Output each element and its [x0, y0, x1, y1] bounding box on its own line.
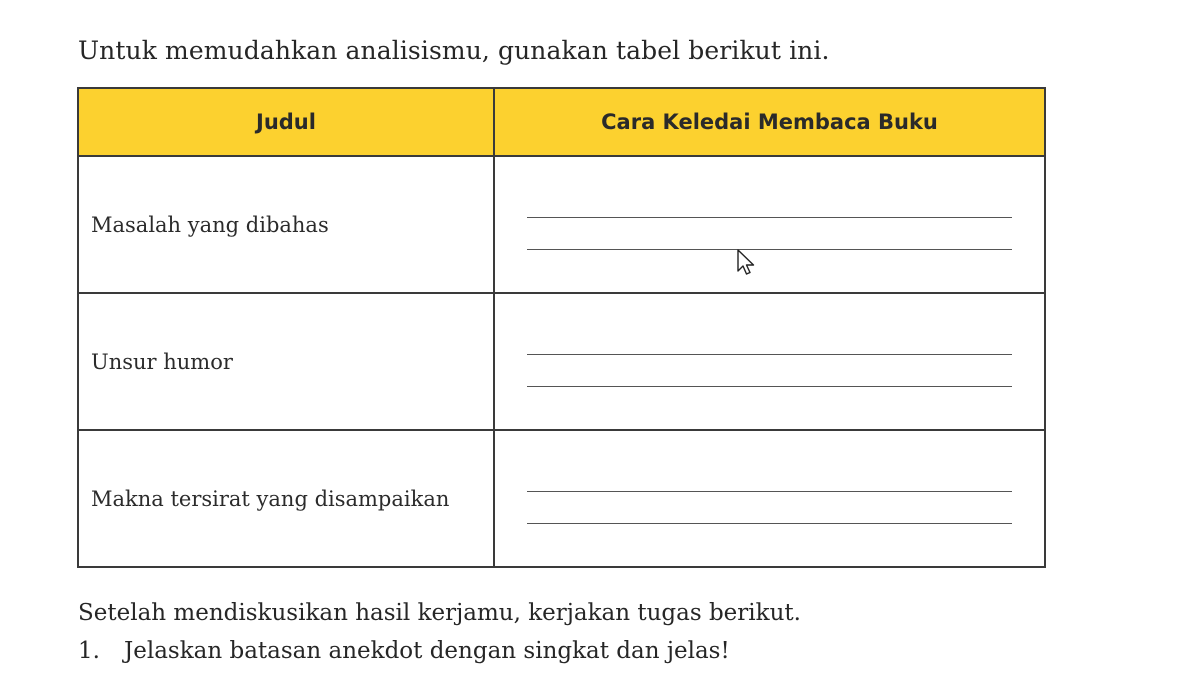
table-row — [78, 430, 1045, 567]
row-label-masalah: Masalah yang dibahas — [78, 156, 494, 293]
task-text: Jelaskan batasan anekdot dengan singkat dan jelas! — [124, 638, 730, 664]
answer-line — [527, 491, 1012, 492]
mouse-cursor-icon — [736, 249, 758, 277]
header-judul: Judul — [78, 88, 494, 156]
row-label-humor: Unsur humor — [78, 293, 494, 430]
intro-text: Untuk memudahkan analisismu, gunakan tabel berikut ini. — [78, 36, 830, 65]
answer-line — [527, 249, 1012, 250]
task-item — [78, 638, 730, 664]
answer-cell-masalah — [494, 156, 1045, 293]
task-number: 1. — [78, 638, 100, 664]
after-text: Setelah mendiskusikan hasil kerjamu, kerjakan tugas berikut. — [78, 600, 801, 626]
analysis-table — [77, 87, 1046, 568]
answer-line — [527, 217, 1012, 218]
table-row — [78, 293, 1045, 430]
table-header-row — [78, 88, 1045, 156]
answer-cell-makna — [494, 430, 1045, 567]
answer-line — [527, 354, 1012, 355]
answer-line — [527, 386, 1012, 387]
header-story-title: Cara Keledai Membaca Buku — [494, 88, 1045, 156]
table-row — [78, 156, 1045, 293]
answer-cell-humor — [494, 293, 1045, 430]
answer-line — [527, 523, 1012, 524]
row-label-makna: Makna tersirat yang disampaikan — [78, 430, 494, 567]
